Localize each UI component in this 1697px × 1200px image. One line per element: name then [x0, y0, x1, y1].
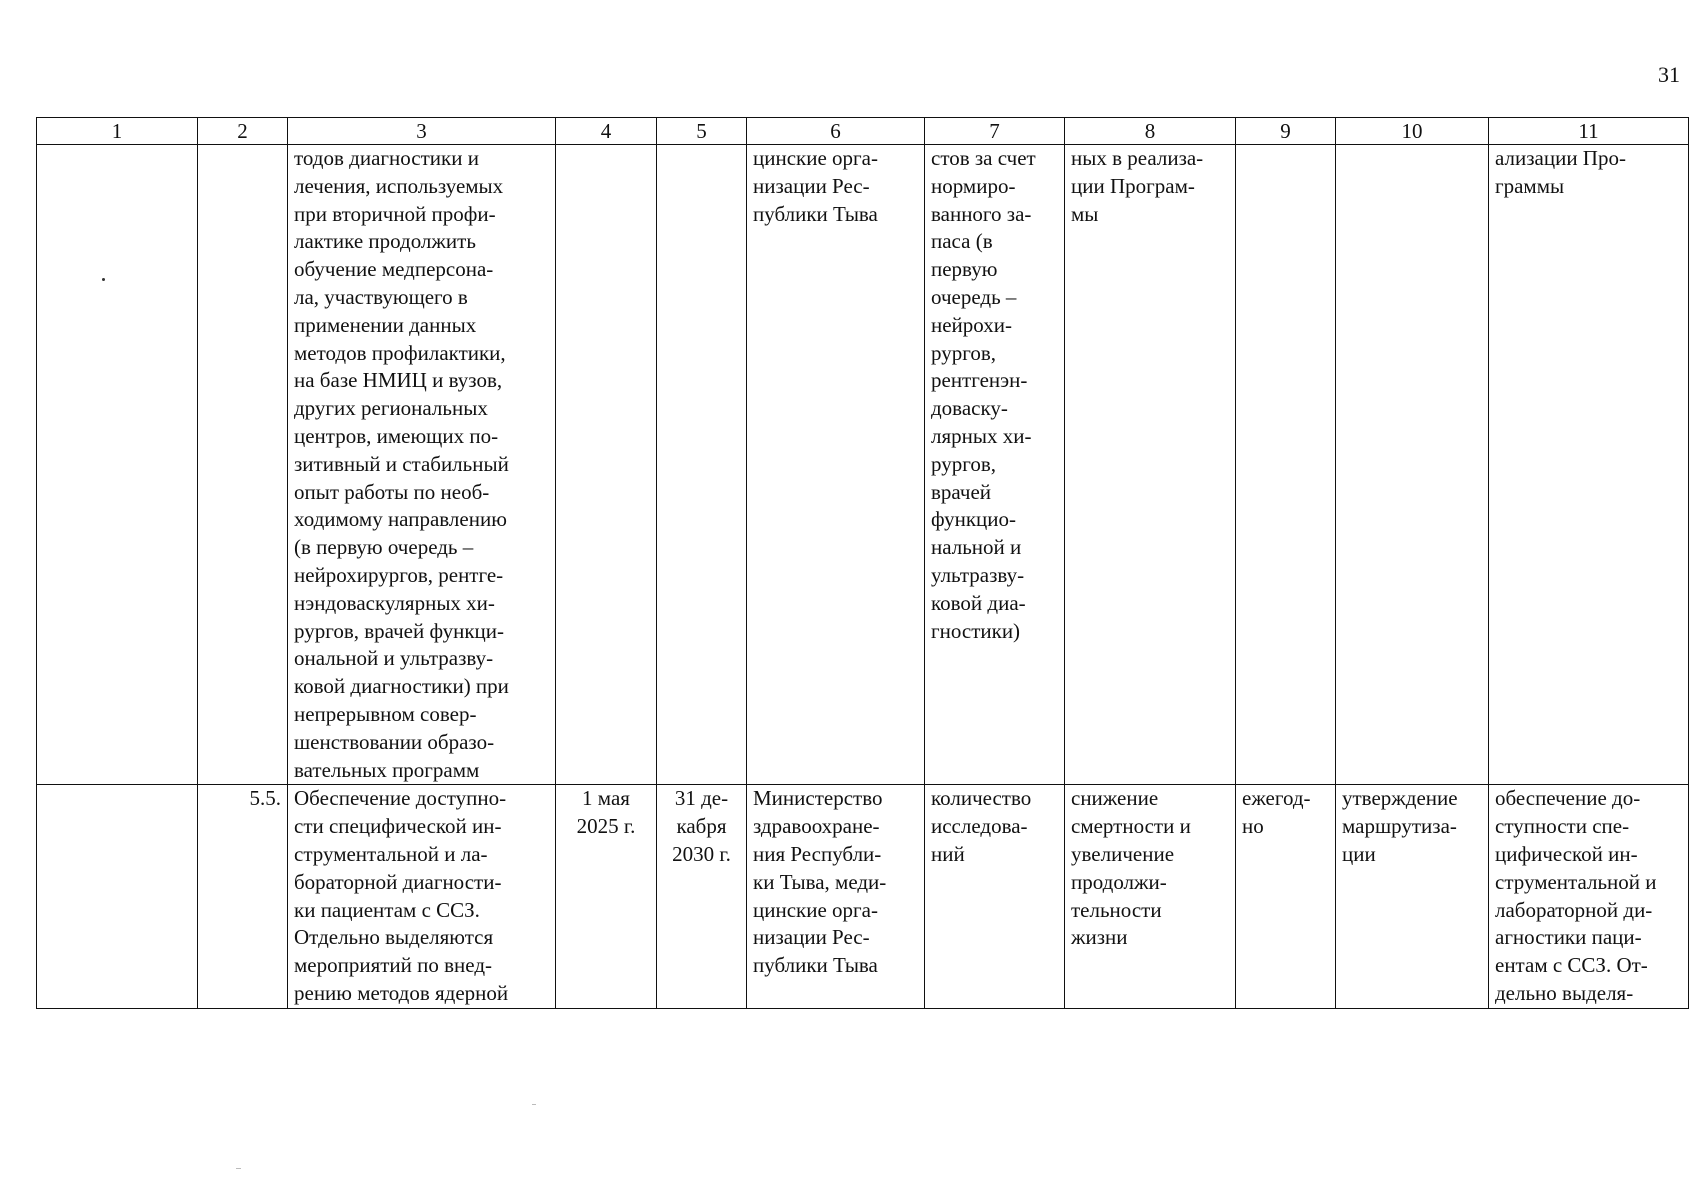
cell-text-line: функцио- [931, 507, 1016, 532]
cell-text-line: исследова- [931, 814, 1028, 839]
cell-text-line: 2025 г. [576, 814, 636, 839]
cell-text-line: при вторичной профи- [294, 201, 496, 226]
cell-text-line: 5.5. [249, 786, 281, 811]
cell-text-line: ализации Про- [1495, 146, 1626, 170]
section-cell [37, 785, 198, 1008]
cell-text-line: ковой диа- [931, 590, 1026, 615]
cell-text-line: опыт работы по необ- [294, 479, 490, 504]
column-header: 6 [747, 118, 925, 145]
cell-text-line: утверждение [1342, 786, 1458, 811]
cell-text-line: тельности [1071, 897, 1162, 922]
cell-text-line: рентгенэн- [931, 368, 1028, 393]
cell-text-line: нэндоваскулярных хи- [294, 590, 495, 615]
cell-text-line: количество [931, 786, 1032, 811]
cell-text-line: нормиро- [931, 173, 1016, 198]
cell-text-line: применении данных [294, 312, 477, 337]
cell-text-line: шенствовании образо- [294, 729, 495, 754]
cell-text-line: зитивный и стабильный [294, 451, 509, 476]
column-header: 10 [1336, 118, 1489, 145]
cell-text-line: рению методов ядерной [294, 980, 509, 1005]
cell-text-line: ультразву- [931, 562, 1025, 587]
start-date-cell [556, 145, 657, 785]
cell-text-line: ковой диагностики) при [294, 674, 509, 699]
column-header: 4 [556, 118, 657, 145]
cell-text-line: вательных программ [294, 757, 480, 782]
item-number-cell [198, 785, 288, 1008]
expected-result-cell [1065, 785, 1236, 1008]
cell-text-line: нейрохирургов, рентге- [294, 562, 504, 587]
cell-text-line: публики Тыва [753, 201, 878, 226]
cell-text-line: очередь – [931, 284, 1017, 309]
cell-text-line: снижение [1071, 786, 1159, 811]
control-form-cell [1336, 785, 1489, 1008]
cell-text-line: цифической ин- [1495, 841, 1638, 866]
page-number: 31 [1658, 62, 1680, 87]
cell-text-line: рургов, [931, 451, 996, 476]
cell-text-line: лабораторной ди- [1495, 897, 1653, 922]
cell-text-line: других региональных [294, 396, 488, 421]
column-header: 3 [288, 118, 556, 145]
cell-text-line: нейрохи- [931, 312, 1013, 337]
cell-text-line: ки пациентам с ССЗ. [294, 897, 480, 922]
cell-text-line: смертности и [1071, 814, 1191, 839]
column-header: 1 [37, 118, 198, 145]
expected-result-cell [1065, 145, 1236, 785]
cell-text-line: но [1242, 814, 1264, 839]
cell-text-line: обучение медперсона- [294, 257, 494, 282]
start-date-cell [556, 785, 657, 1008]
cell-text-line: паса (в [931, 229, 993, 254]
cell-text-line: агностики паци- [1495, 925, 1642, 950]
cell-text-line: лечения, используемых [294, 173, 504, 198]
outcome-cell [1489, 145, 1689, 785]
cell-text-line: ходимому направлению [294, 507, 507, 532]
frequency-cell [1236, 145, 1336, 785]
cell-text-line: ных в реализа- [1071, 146, 1204, 170]
cell-text-line: стов за счет [931, 146, 1036, 170]
cell-text-line: ванного за- [931, 201, 1032, 226]
column-header: 8 [1065, 118, 1236, 145]
cell-text-line: центров, имеющих по- [294, 423, 499, 448]
cell-text-line: маршрутиза- [1342, 814, 1457, 839]
cell-text-line: рургов, [931, 340, 996, 365]
cell-text-line: ции [1342, 841, 1376, 866]
cell-text-line: лактике продолжить [294, 229, 476, 254]
cell-text-line: ла, участвующего в [294, 284, 468, 309]
cell-text-line: 2030 г. [672, 841, 731, 866]
cell-text-line: публики Тыва [753, 953, 878, 978]
cell-text-line: (в первую очередь – [294, 535, 474, 560]
item-number-cell [198, 145, 288, 785]
cell-text-line: гностики) [931, 618, 1021, 643]
column-number-row [37, 118, 1689, 145]
measure-description-cell [288, 785, 556, 1008]
cell-text-line: струментальной и [1495, 869, 1657, 894]
cell-text-line: цинские орга- [753, 146, 878, 170]
column-header: 9 [1236, 118, 1336, 145]
outcome-cell [1489, 785, 1689, 1008]
cell-text-line: Обеспечение доступно- [294, 786, 507, 811]
measure-description-cell [288, 145, 556, 785]
cell-text-line: низации Рес- [753, 173, 870, 198]
responsible-cell [747, 145, 925, 785]
cell-text-line: продолжи- [1071, 869, 1167, 894]
cell-text-line: лярных хи- [931, 423, 1032, 448]
table-row [37, 785, 1689, 1008]
column-header: 7 [925, 118, 1065, 145]
indicator-cell [925, 785, 1065, 1008]
end-date-cell [657, 145, 747, 785]
cell-text-line: на базе НМИЦ и вузов, [294, 368, 503, 393]
cell-text-line: рургов, врачей функци- [294, 618, 504, 643]
cell-text-line: доваску- [931, 396, 1008, 421]
cell-text-line: ентам с ССЗ. От- [1495, 953, 1648, 978]
cell-text-line: бораторной диагности- [294, 869, 502, 894]
indicator-cell [925, 145, 1065, 785]
cell-text-line: врачей [931, 479, 992, 504]
cell-text-line: ки Тыва, меди- [753, 869, 887, 894]
cell-text-line: кабря [676, 814, 727, 839]
cell-text-line: обеспечение до- [1495, 786, 1641, 811]
cell-text-line: цинские орга- [753, 897, 878, 922]
section-cell [37, 145, 198, 785]
cell-text-line: мы [1071, 201, 1099, 226]
measures-table [36, 117, 1689, 1009]
cell-text-line: методов профилактики, [294, 340, 506, 365]
cell-text-line: граммы [1495, 173, 1565, 198]
cell-text-line: тодов диагностики и [294, 146, 479, 170]
cell-text-line: низации Рес- [753, 925, 870, 950]
cell-text-line: здравоохране- [753, 814, 880, 839]
cell-text-line: ональной и ультразву- [294, 646, 494, 671]
cell-text-line: ний [931, 841, 965, 866]
cell-text-line: ции Програм- [1071, 173, 1195, 198]
cell-text-line: Министерство [753, 786, 883, 811]
cell-text-line: нальной и [931, 535, 1022, 560]
column-header: 5 [657, 118, 747, 145]
cell-text-line: сти специфической ин- [294, 814, 502, 839]
cell-text-line: непрерывном совер- [294, 701, 477, 726]
table-row [37, 145, 1689, 785]
cell-text-line: 31 де- [674, 786, 729, 811]
cell-text-line: первую [931, 257, 998, 282]
table-body [37, 145, 1689, 1009]
cell-text-line: Отдельно выделяются [294, 925, 494, 950]
column-header: 11 [1489, 118, 1689, 145]
cell-text-line: жизни [1071, 925, 1128, 950]
frequency-cell [1236, 785, 1336, 1008]
scan-artifact-speck [236, 1168, 241, 1169]
column-header: 2 [198, 118, 288, 145]
control-form-cell [1336, 145, 1489, 785]
end-date-cell [657, 785, 747, 1008]
responsible-cell [747, 785, 925, 1008]
cell-text-line: ния Республи- [753, 841, 882, 866]
cell-text-line: 1 мая [582, 786, 630, 811]
scan-artifact-speck [532, 1104, 536, 1105]
cell-text-line: дельно выделя- [1495, 980, 1634, 1005]
cell-text-line: мероприятий по внед- [294, 953, 493, 978]
cell-text-line: струментальной и ла- [294, 841, 488, 866]
cell-text-line: увеличение [1071, 841, 1175, 866]
cell-text-line: ежегод- [1242, 786, 1311, 811]
cell-text-line: ступности спе- [1495, 814, 1630, 839]
